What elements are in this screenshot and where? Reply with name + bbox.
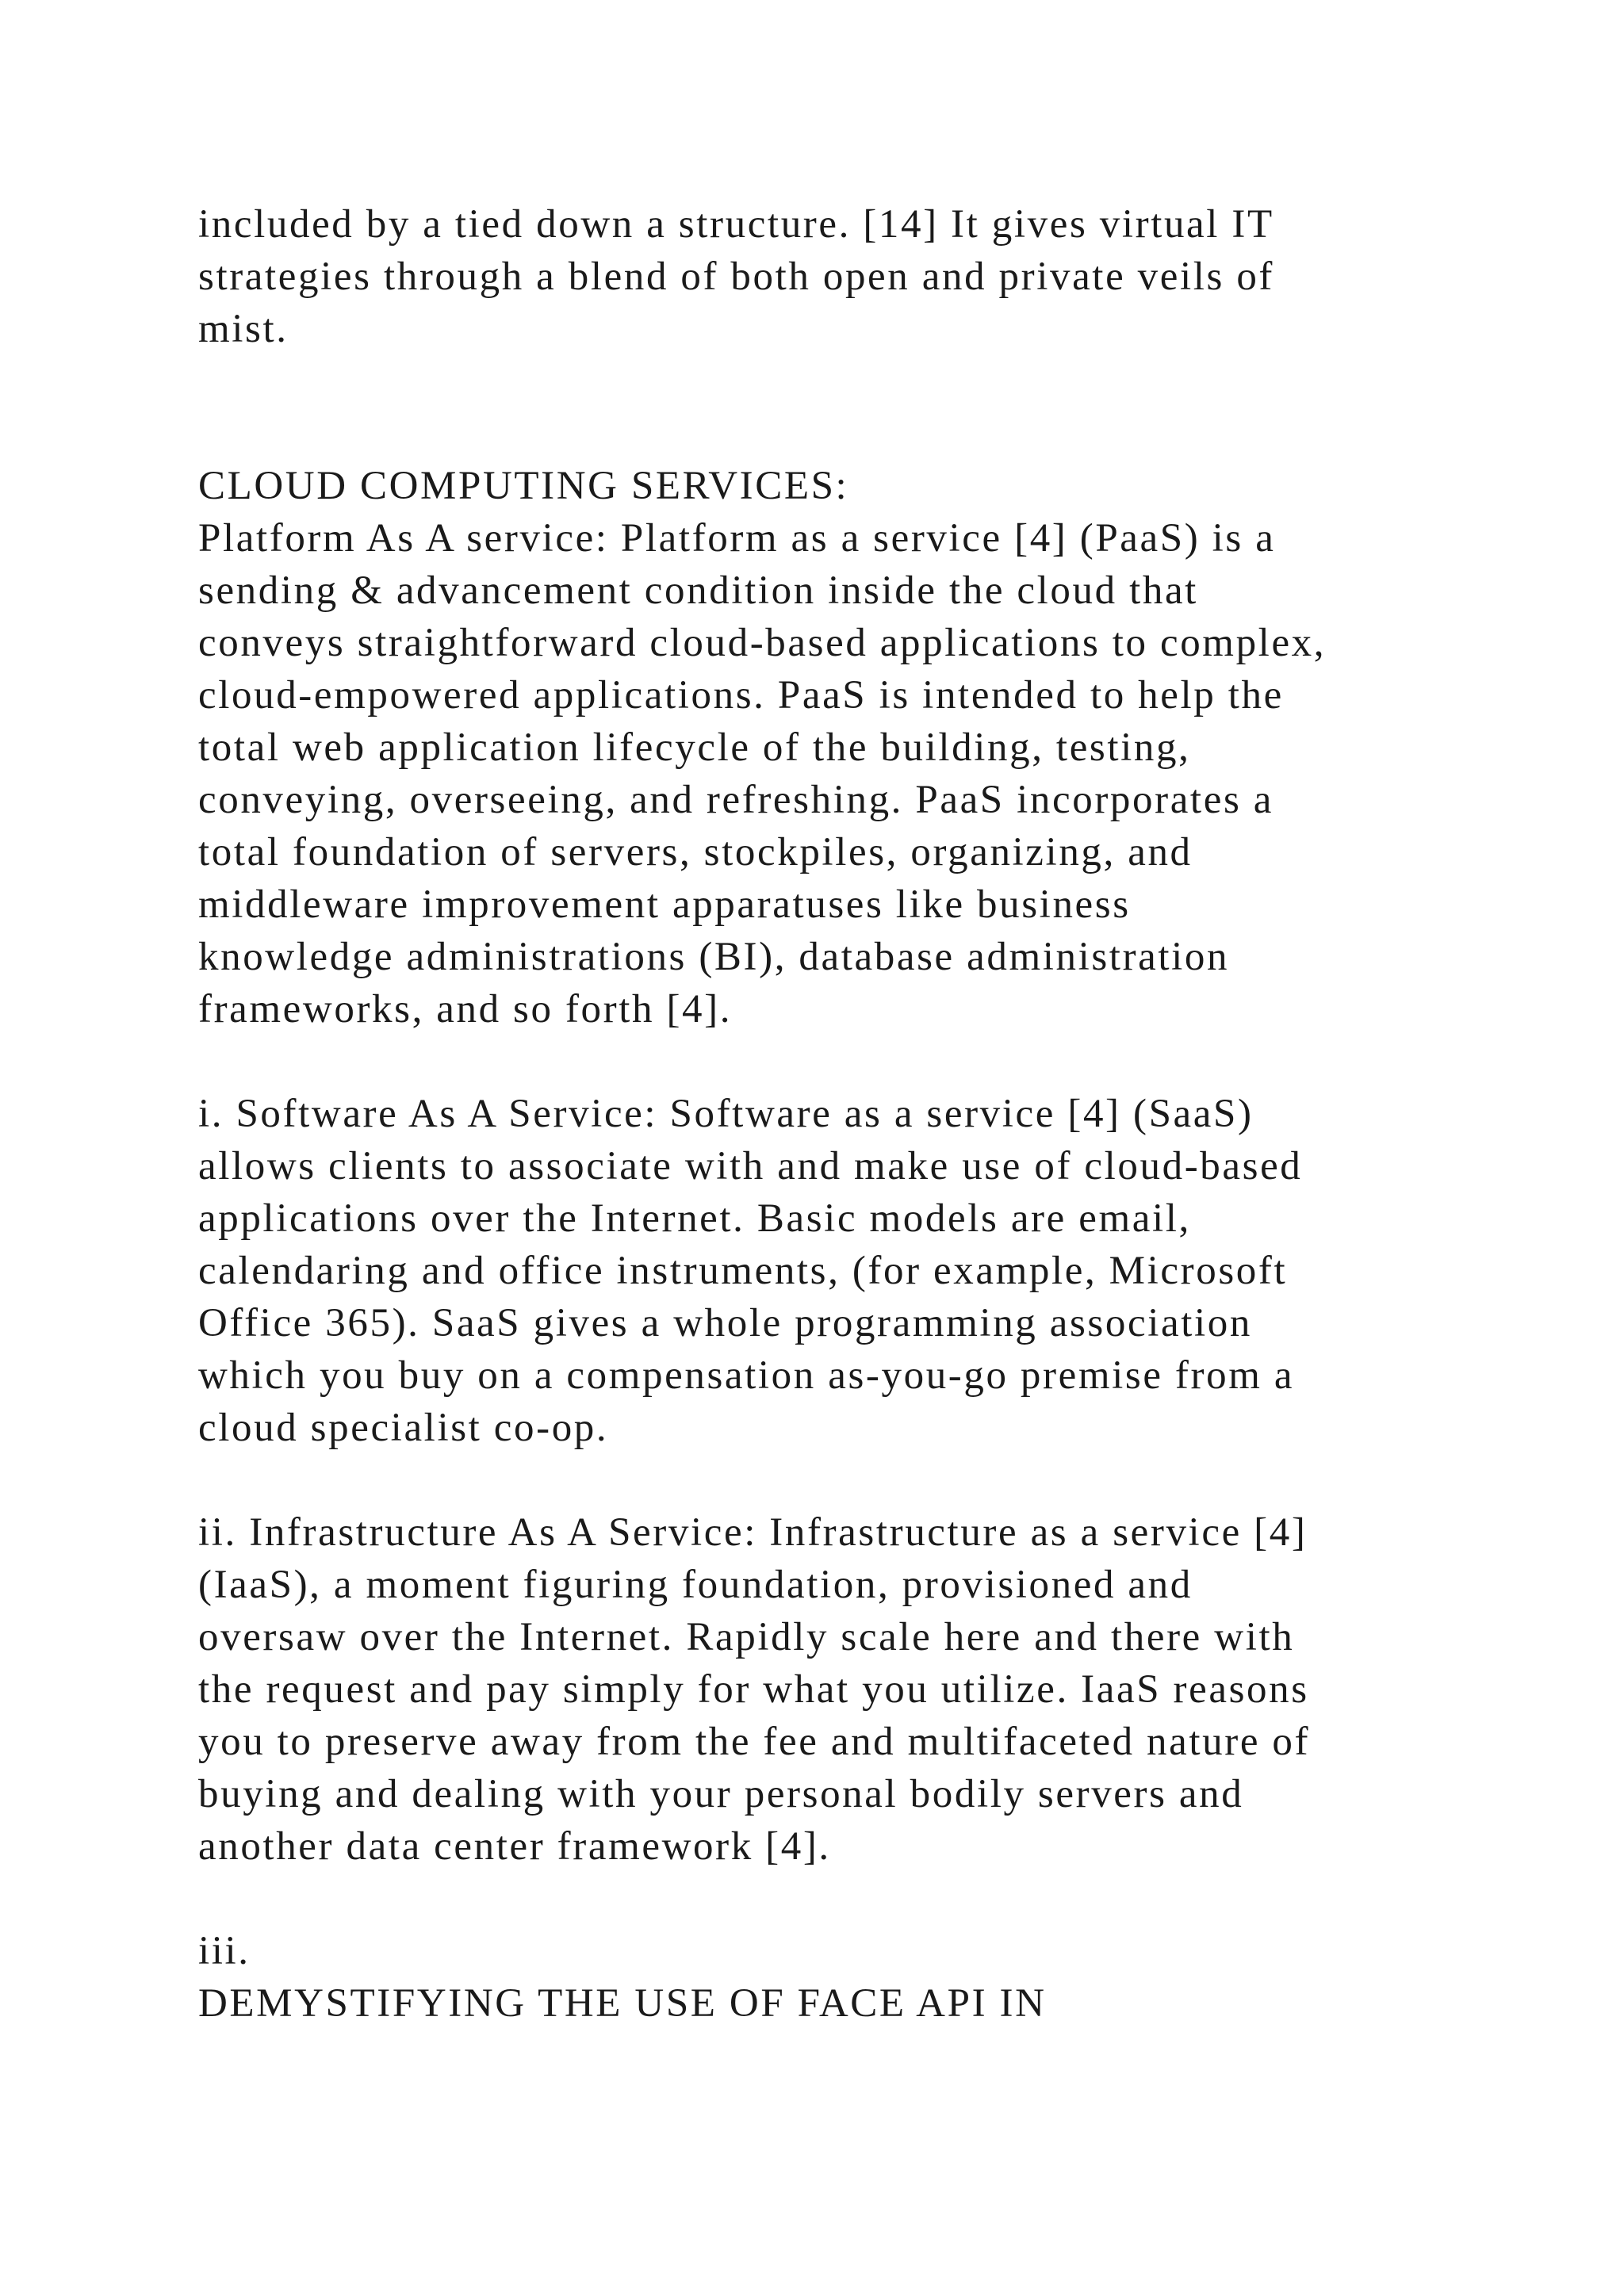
- paragraph-line: conveying, overseeing, and refreshing. PaaS incorporates a: [198, 778, 1274, 822]
- paragraph-line: i. Software As A Service: Software as a service [4] (SaaS): [198, 1092, 1254, 1136]
- next-section-heading: DEMYSTIFYING THE USE OF FACE API IN: [198, 1981, 1047, 2026]
- paragraph-line: which you buy on a compensation as-you-go premise from a: [198, 1353, 1295, 1398]
- paas-paragraph: [198, 512, 1546, 1035]
- paragraph-line: you to preserve away from the fee and multifaceted nature of: [198, 1720, 1311, 1764]
- paragraph-line: middleware improvement apparatuses like business: [198, 882, 1131, 927]
- paragraph-line: another data center framework [4].: [198, 1824, 831, 1869]
- paragraph-line: applications over the Internet. Basic models are email,: [198, 1196, 1191, 1241]
- paragraph-line: allows clients to associate with and make use of cloud-based: [198, 1144, 1303, 1188]
- iaas-paragraph: [198, 1506, 1546, 1873]
- paragraph-line: frameworks, and so forth [4].: [198, 987, 733, 1031]
- paragraph-line: cloud specialist co-op.: [198, 1406, 609, 1450]
- section-heading: CLOUD COMPUTING SERVICES:: [198, 464, 849, 508]
- paragraph-line: Platform As A service: Platform as a service [4] (PaaS) is a: [198, 516, 1276, 561]
- paragraph-line: total web application lifecycle of the building, testing,: [198, 725, 1191, 770]
- paragraph-line: Office 365). SaaS gives a whole programming association: [198, 1301, 1252, 1345]
- paragraph-line: oversaw over the Internet. Rapidly scale here and there with: [198, 1615, 1295, 1659]
- paragraph-line: buying and dealing with your personal bodily servers and: [198, 1772, 1244, 1816]
- list-marker: iii.: [198, 1929, 251, 1973]
- closing-block: [198, 1925, 1546, 2030]
- intro-paragraph: [198, 198, 1546, 355]
- paragraph-line: calendaring and office instruments, (for example, Microsoft: [198, 1249, 1288, 1293]
- paragraph-line: sending & advancement condition inside the cloud that: [198, 568, 1198, 613]
- paragraph-line: cloud-empowered applications. PaaS is intended to help the: [198, 673, 1284, 718]
- paragraph-line: included by a tied down a structure. [14] It gives virtual IT: [198, 202, 1274, 247]
- paragraph-line: total foundation of servers, stockpiles, organizing, and: [198, 830, 1193, 874]
- paragraph-line: conveys straightforward cloud-based applications to complex,: [198, 621, 1327, 665]
- paragraph-line: mist.: [198, 307, 289, 351]
- saas-paragraph: [198, 1088, 1546, 1454]
- paragraph-line: the request and pay simply for what you utilize. IaaS reasons: [198, 1667, 1309, 1712]
- paragraph-line: (IaaS), a moment figuring foundation, provisioned and: [198, 1563, 1193, 1607]
- paragraph-line: strategies through a blend of both open and private veils of: [198, 254, 1275, 299]
- paragraph-line: ii. Infrastructure As A Service: Infrastructure as a service [4]: [198, 1510, 1308, 1555]
- section-heading-block: [198, 460, 1546, 512]
- paragraph-line: knowledge administrations (BI), database administration: [198, 935, 1230, 979]
